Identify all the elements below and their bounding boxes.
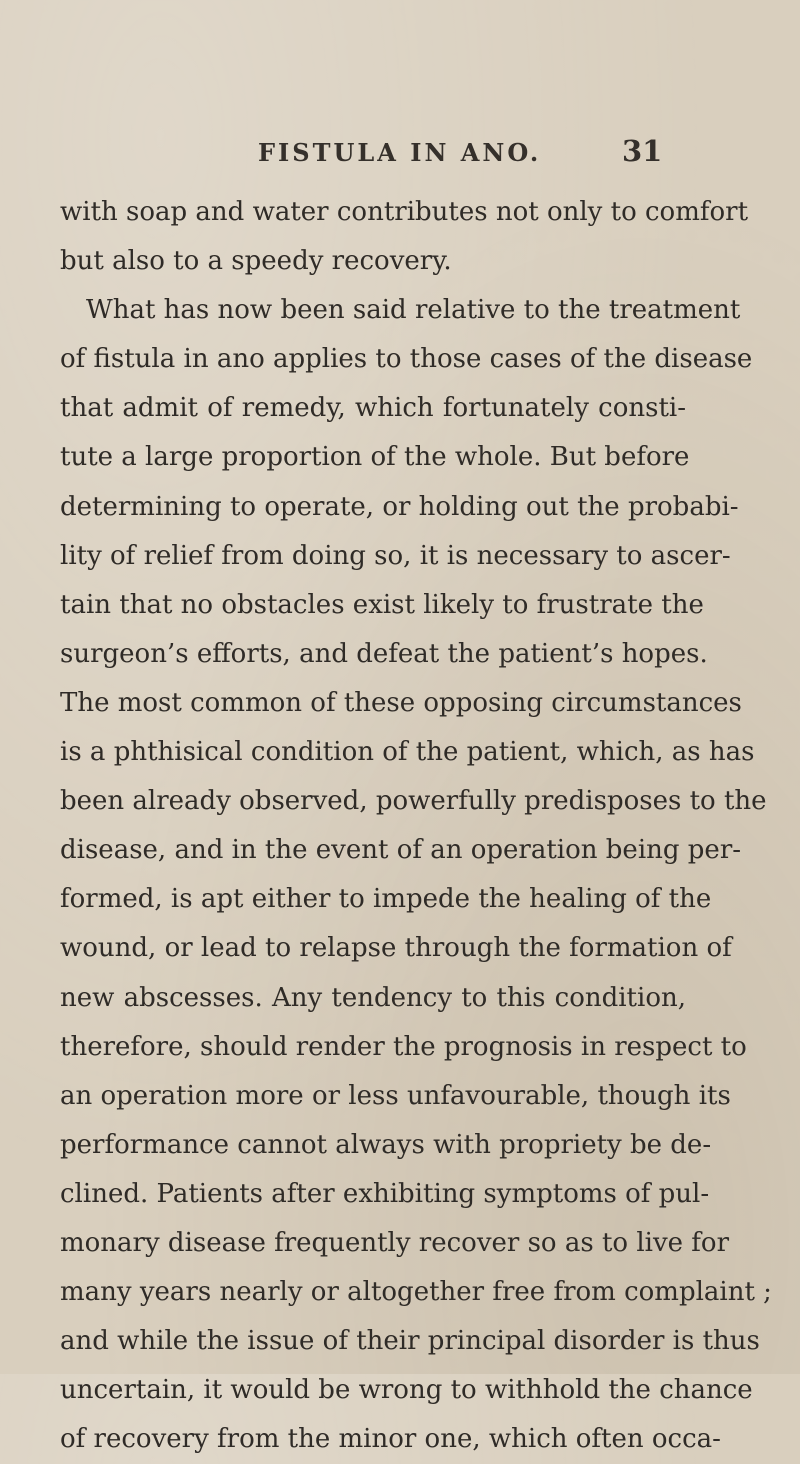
text-line: surgeon’s efforts, and defeat the patient’s hopes. [60,638,708,669]
text-line: formed, is apt either to impede the healing of the [60,884,712,915]
text-line: of recovery from the minor one, which often occa- [60,1424,721,1455]
body-text [60,188,772,1464]
text-line: been already observed, powerfully predisposes to the [60,786,767,817]
page-number: 31 [622,134,663,168]
text-line: wound, or lead to relapse through the formation of [60,933,732,964]
text-line: What has now been said relative to the treatment [86,295,741,326]
text-line: many years nearly or altogether free from complaint ; [60,1277,772,1308]
text-line: performance cannot always with propriety be de- [60,1129,712,1160]
text-line: lity of relief from doing so, it is necessary to ascer- [60,540,731,571]
text-line: but also to a speedy recovery. [60,246,452,277]
text-line: with soap and water contributes not only to comfort [60,197,749,227]
text-line: tain that no obstacles exist likely to frustrate the [60,589,704,620]
running-title: FISTULA IN ANO. [258,138,542,167]
text-line: determining to operate, or holding out the probabi- [60,491,739,522]
text-line: uncertain, it would be wrong to withhold the chance [60,1375,753,1406]
text-line: is a phthisical condition of the patient, which, as has [60,737,755,768]
running-head [0,134,800,170]
text-line: and while the issue of their principal disorder is thus [60,1326,760,1357]
text-line: clined. Patients after exhibiting symptoms of pul- [60,1178,710,1209]
text-line: an operation more or less unfavourable, though its [60,1080,731,1111]
text-line: tute a large proportion of the whole. But before [60,442,690,473]
text-line: new abscesses. Any tendency to this condition, [60,982,686,1013]
text-line: that admit of remedy, which fortunately consti- [60,393,686,424]
text-line: The most common of these opposing circumstances [60,687,742,718]
text-line: monary disease frequently recover so as to live for [60,1227,730,1258]
text-line: of fistula in ano applies to those cases of the disease [60,344,753,375]
text-line: therefore, should render the prognosis in respect to [60,1031,747,1062]
text-line: disease, and in the event of an operation being per- [60,835,742,866]
